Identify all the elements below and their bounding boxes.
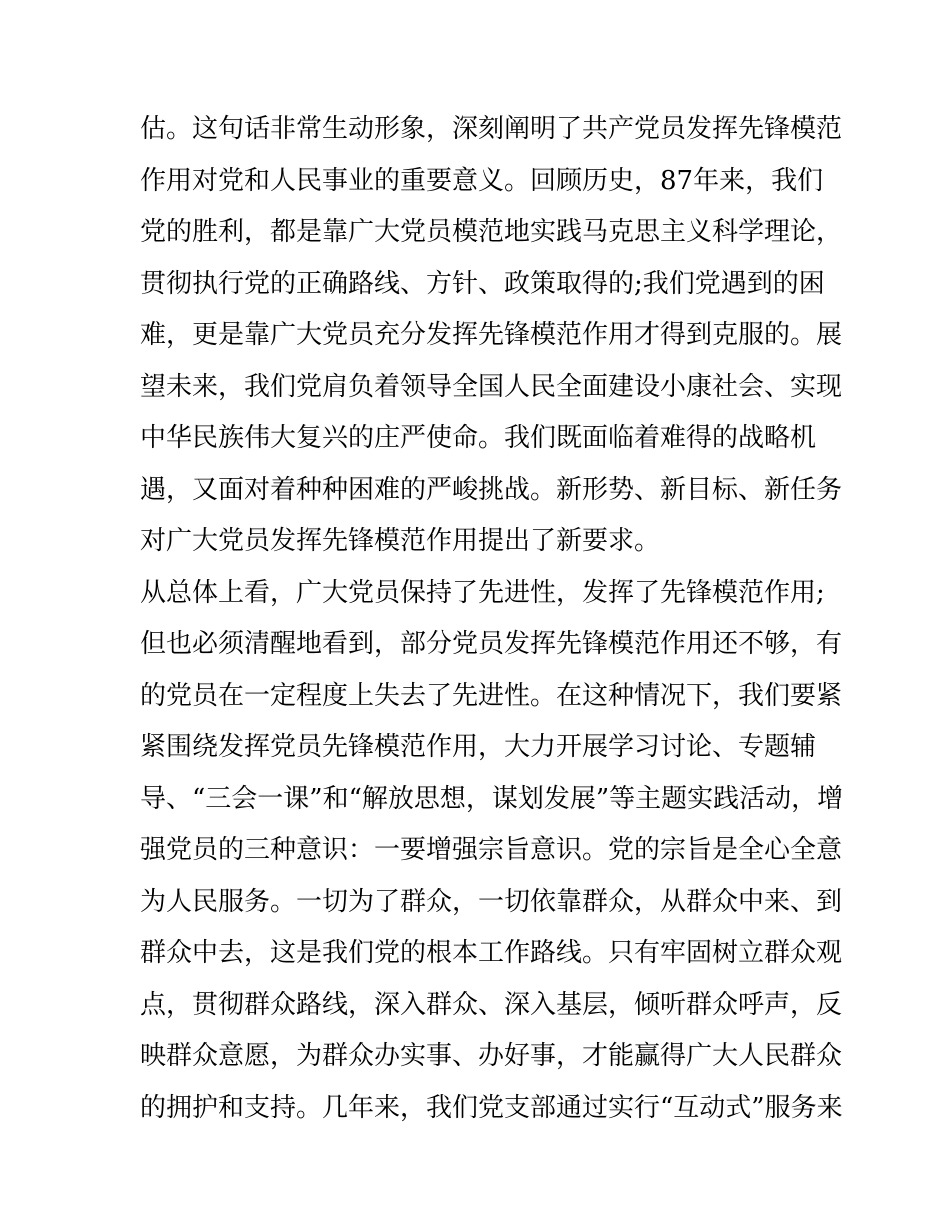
text-line: 但也必须清醒地看到，部分党员发挥先锋模范作用还不够，有 (140, 629, 843, 659)
text-line: 为人民服务。一切为了群众，一切依靠群众，从群众中来、到 (140, 886, 843, 917)
text-line: 难，更是靠广大党员充分发挥先锋模范作用才得到克服的。展 (140, 320, 843, 350)
text-line: 强党员的三种意识：一要增强宗旨意识。党的宗旨是全心全意 (140, 835, 843, 865)
body-text (140, 104, 844, 1134)
text-line: 作用对党和人民事业的重要意义。回顾历史，87年来，我们 (140, 165, 824, 196)
text-line: 对广大党员发挥先锋模范作用提出了新要求。 (140, 526, 661, 556)
text-line: 的党员在一定程度上失去了先进性。在这种情况下，我们要紧 (140, 680, 843, 711)
text-line: 望未来，我们党肩负着领导全国人民全面建设小康社会、实现 (140, 371, 843, 402)
text-line: 点，贯彻群众路线，深入群众、深入基层，倾听群众呼声，反 (140, 989, 843, 1020)
text-line: 导、“三会一课”和“解放思想，谋划发展”等主题实践活动，增 (140, 783, 844, 814)
text-line: 中华民族伟大复兴的庄严使命。我们既面临着难得的战略机 (140, 423, 817, 453)
text-line: 映群众意愿，为群众办实事、办好事，才能赢得广大人民群众 (140, 1041, 843, 1071)
text-line: 从总体上看，广大党员保持了先进性，发挥了先锋模范作用; (140, 577, 825, 608)
text-line: 遇，又面对着种种困难的严峻挑战。新形势、新目标、新任务 (140, 474, 843, 505)
text-line: 贯彻执行党的正确路线、方针、政策取得的;我们党遇到的困 (140, 268, 825, 299)
text-line: 估。这句话非常生动形象，深刻阐明了共产党员发挥先锋模范 (140, 114, 843, 144)
text-line: 群众中去，这是我们党的根本工作路线。只有牢固树立群众观 (140, 938, 843, 968)
text-line: 紧围绕发挥党员先锋模范作用，大力开展学习讨论、专题辅 (140, 732, 817, 762)
text-line: 党的胜利，都是靠广大党员模范地实践马克思主义科学理论， (140, 217, 843, 247)
text-line: 的拥护和支持。几年来，我们党支部通过实行“互动式”服务来 (140, 1092, 843, 1123)
